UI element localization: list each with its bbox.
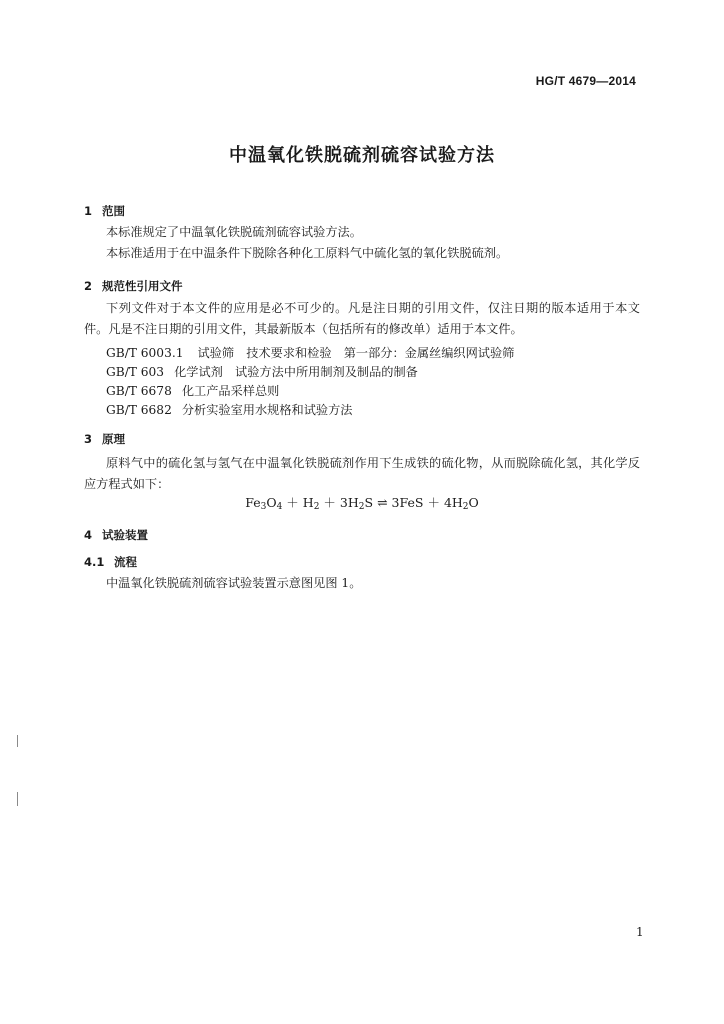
section-title: 试验装置 xyxy=(102,528,148,542)
reference-code: GB/T 6682 xyxy=(106,403,172,417)
reference-code: GB/T 603 xyxy=(106,365,165,379)
section-1-paragraph-2: 本标准适用于在中温条件下脱除各种化工原料气中硫化氢的氧化铁脱硫剂。 xyxy=(106,246,509,260)
equilibrium-arrow-icon: ⇌ xyxy=(377,495,388,510)
section-title: 原理 xyxy=(102,432,125,446)
reference-title: 分析实验室用水规格和试验方法 xyxy=(181,403,353,417)
subsection-4-1-paragraph-1: 中温氧化铁脱硫剂硫容试验装置示意图见图 1。 xyxy=(106,576,362,590)
standard-number: HG/T 4679—2014 xyxy=(535,74,636,88)
section-number: 4 xyxy=(84,528,93,542)
reference-item xyxy=(106,401,352,418)
section-title: 规范性引用文件 xyxy=(102,279,183,293)
section-number: 2 xyxy=(84,279,93,293)
section-3-heading xyxy=(84,431,125,447)
subsection-title: 流程 xyxy=(114,555,137,569)
subsection-number: 4.1 xyxy=(84,555,105,569)
reference-item xyxy=(106,344,514,361)
reaction-equation: $Fe_3O_4 + H_2 + 3H_2S$ ⇌ $3FeS + 4H_2O$ xyxy=(245,495,479,512)
reference-code: GB/T 6003.1 xyxy=(106,346,184,360)
reference-code: GB/T 6678 xyxy=(106,384,172,398)
scan-artifact xyxy=(17,735,18,747)
section-3-paragraph-1: 原料气中的硫化氢与氢气在中温氧化铁脱硫剂作用下生成铁的硫化物，从而脱除硫化氢，其化学反应方程式如下： xyxy=(84,456,640,491)
section-1-paragraph-1: 本标准规定了中温氧化铁脱硫剂硫容试验方法。 xyxy=(106,225,362,239)
section-number: 1 xyxy=(84,204,93,218)
reference-item xyxy=(106,382,279,399)
reference-title: 化学试剂 试验方法中所用制剂及制品的制备 xyxy=(174,365,418,379)
page-number: 1 xyxy=(636,925,644,939)
scan-artifact xyxy=(17,792,18,806)
reference-title: 化工产品采样总则 xyxy=(181,384,280,398)
document-title: 中温氧化铁脱硫剂硫容试验方法 xyxy=(229,145,495,166)
section-title: 范围 xyxy=(102,204,125,218)
subsection-4-1-heading xyxy=(84,554,137,570)
section-4-heading xyxy=(84,527,148,543)
section-1-heading xyxy=(84,203,125,219)
section-number: 3 xyxy=(84,432,93,446)
reference-title: 试验筛 技术要求和检验 第一部分：金属丝编织网试验筛 xyxy=(197,346,515,360)
section-2-heading xyxy=(84,278,183,294)
section-2-paragraph-1: 下列文件对于本文件的应用是必不可少的。凡是注日期的引用文件，仅注日期的版本适用于本文件。凡是不注日期的引用文件，其最新版本（包括所有的修改单）适用于本文件。 xyxy=(84,301,640,336)
reference-item xyxy=(106,363,418,380)
